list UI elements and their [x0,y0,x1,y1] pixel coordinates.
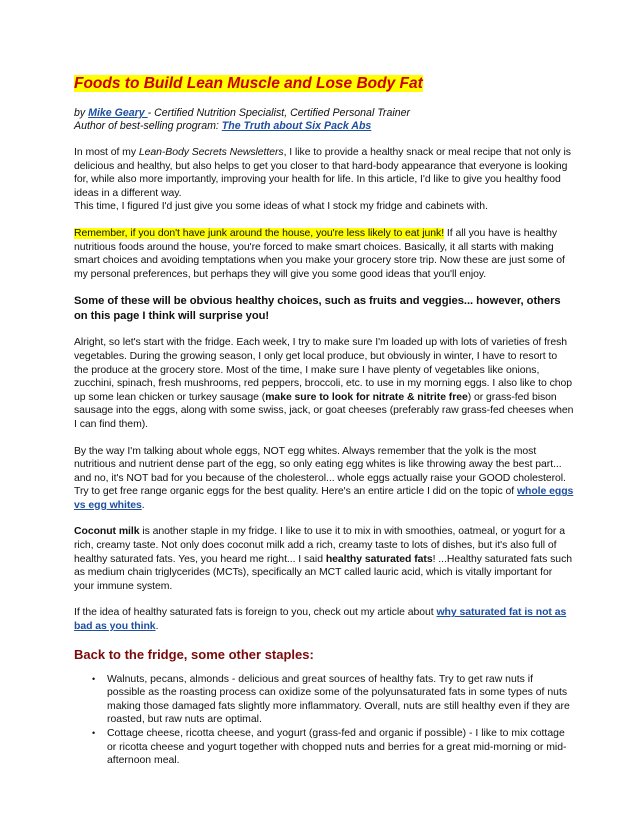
fridge-paragraph [74,336,574,431]
author-credentials: - Certified Nutrition Specialist, Certified Personal Trainer [147,107,411,119]
bullet-icon: • [92,673,96,684]
coconut-paragraph [74,525,574,593]
coconut-text-a: is another staple in my fridge. I like to use it to mix in with smoothies, oatmeal, or yogurt for a rich, creamy taste. Not only does coconut milk add a rich, creamy taste to lots of dishes, but it's also full of healthy saturated fats. Yes, you heard me right... I said [74,526,565,565]
remember-paragraph [74,227,574,281]
intro-text-a: In most of my [74,147,139,158]
byline-line-1 [74,107,574,120]
fridge-text-a: Alright, so let's start with the fridge. Each week, I try to make sure I'm loaded up with lots of varieties of fresh vegetables. During the growing season, I only get local produce, but obviously in winter, I have to resort to the produce at the grocery store. Most of the time, I make sure I have plenty of vegetables like onions, zucchini, spinach, fresh mushrooms, red peppers, broccoli, etc. to use in my morning eggs. I also like to chop up some lean chicken or turkey sausage ( [74,337,573,403]
saturated-fat-link[interactable]: why saturated fat is not as bad as you think [74,607,567,633]
article-title: Foods to Build Lean Muscle and Lose Body Fat [74,75,423,92]
article [74,74,574,768]
author-of-label: Author of best-selling program: [74,120,222,132]
title-block [74,74,574,98]
list-item-text: Cottage cheese, ricotta cheese, and yogurt (grass-fed and organic if possible) - I like to mix cottage or ricotta cheese and yogurt together with chopped nuts and berries for a great mid-morning or mid-afternoon meal. [107,728,567,767]
eggs-paragraph [74,445,574,513]
remember-highlight: Remember, if you don't have junk around the house, you're less likely to eat junk! [74,227,445,239]
coconut-milk-term: Coconut milk [74,526,140,538]
byline-by: by [74,107,89,119]
fridge-text-b: ) or grass-fed bison sausage into the eggs, along with some swiss, jack, or goat cheeses (preferably raw grass-fed cheeses when I can find them). [74,391,574,430]
staples-list [74,673,574,768]
remember-text: If all you have is healthy nutritious foods around the house, you're forced to make smart choices. Basically, it all starts with making smart choices and avoiding temptations when you make your grocery store trip. Now these are just some of my personal preferences, but perhaps they will give you some good ideas that you'll enjoy. [74,227,565,280]
list-item [74,673,574,727]
satfat-paragraph [74,606,574,633]
program-link[interactable]: The Truth about Six Pack Abs [221,120,372,132]
coconut-text-b: ! ...Healthy saturated fats such as medium chain triglycerides (MCTs), specifically an MCT called lauric acid, which is vitally important for your immune system. [74,553,572,592]
bullet-icon: • [92,728,96,738]
author-link[interactable]: Mike Geary [88,107,148,119]
eggs-text-a: By the way I'm talking about whole eggs, NOT egg whites. Always remember that the yolk is the most nutritious and nutrient dense part of the egg, so only eating egg whites is like throwing away the best part... and no, it's NOT bad for you because of the cholesterol... whole eggs actually raise your GOOD cholesterol. Try to get free range organic eggs for the best quality. Here's an entire article I did on the topic of [74,445,566,498]
obvious-callout: Some of these will be obvious healthy choices, such as fruits and veggies... however, others on this page I think will surprise you! [74,295,561,322]
list-item [74,727,574,768]
nitrate-note: make sure to look for nitrate & nitrite free [265,391,468,403]
fridge-staples-heading: Back to the fridge, some other staples: [74,646,314,662]
intro-paragraph [74,146,574,200]
intro-paragraph-2: This time, I figured I'd just give you some ideas of what I stock my fridge and cabinets with. [74,201,488,213]
list-item-text: Walnuts, pecans, almonds - delicious and great sources of healthy fats. Try to get raw nuts if possible as the roasting process can oxidize some of the polyunsaturated fats in some types of nuts making those damaged fats slightly more inflammatory. Overall, nuts are still healthy even if they are roasted, but raw nuts are optimal. [107,673,570,726]
intro-text-b: , I like to provide a healthy snack or meal recipe that not only is delicious and healthy, but also helps to get you closer to that hard-body appearance that everyone is looking for, while also more importantly, improving your health for life. In this article, I'd like to give you healthy food ideas in a different way. [74,147,571,199]
eggs-text-b: . [141,499,145,511]
newsletter-name: Lean-Body Secrets Newsletters [138,147,284,158]
whole-eggs-link[interactable]: whole eggs vs egg whites [74,486,574,511]
byline-line-2 [74,120,574,133]
satfat-text-b: . [155,621,159,633]
byline [74,107,574,133]
healthy-fats-term: healthy saturated fats [325,553,433,565]
satfat-text-a: If the idea of healthy saturated fats is foreign to you, check out my article about [74,607,437,619]
